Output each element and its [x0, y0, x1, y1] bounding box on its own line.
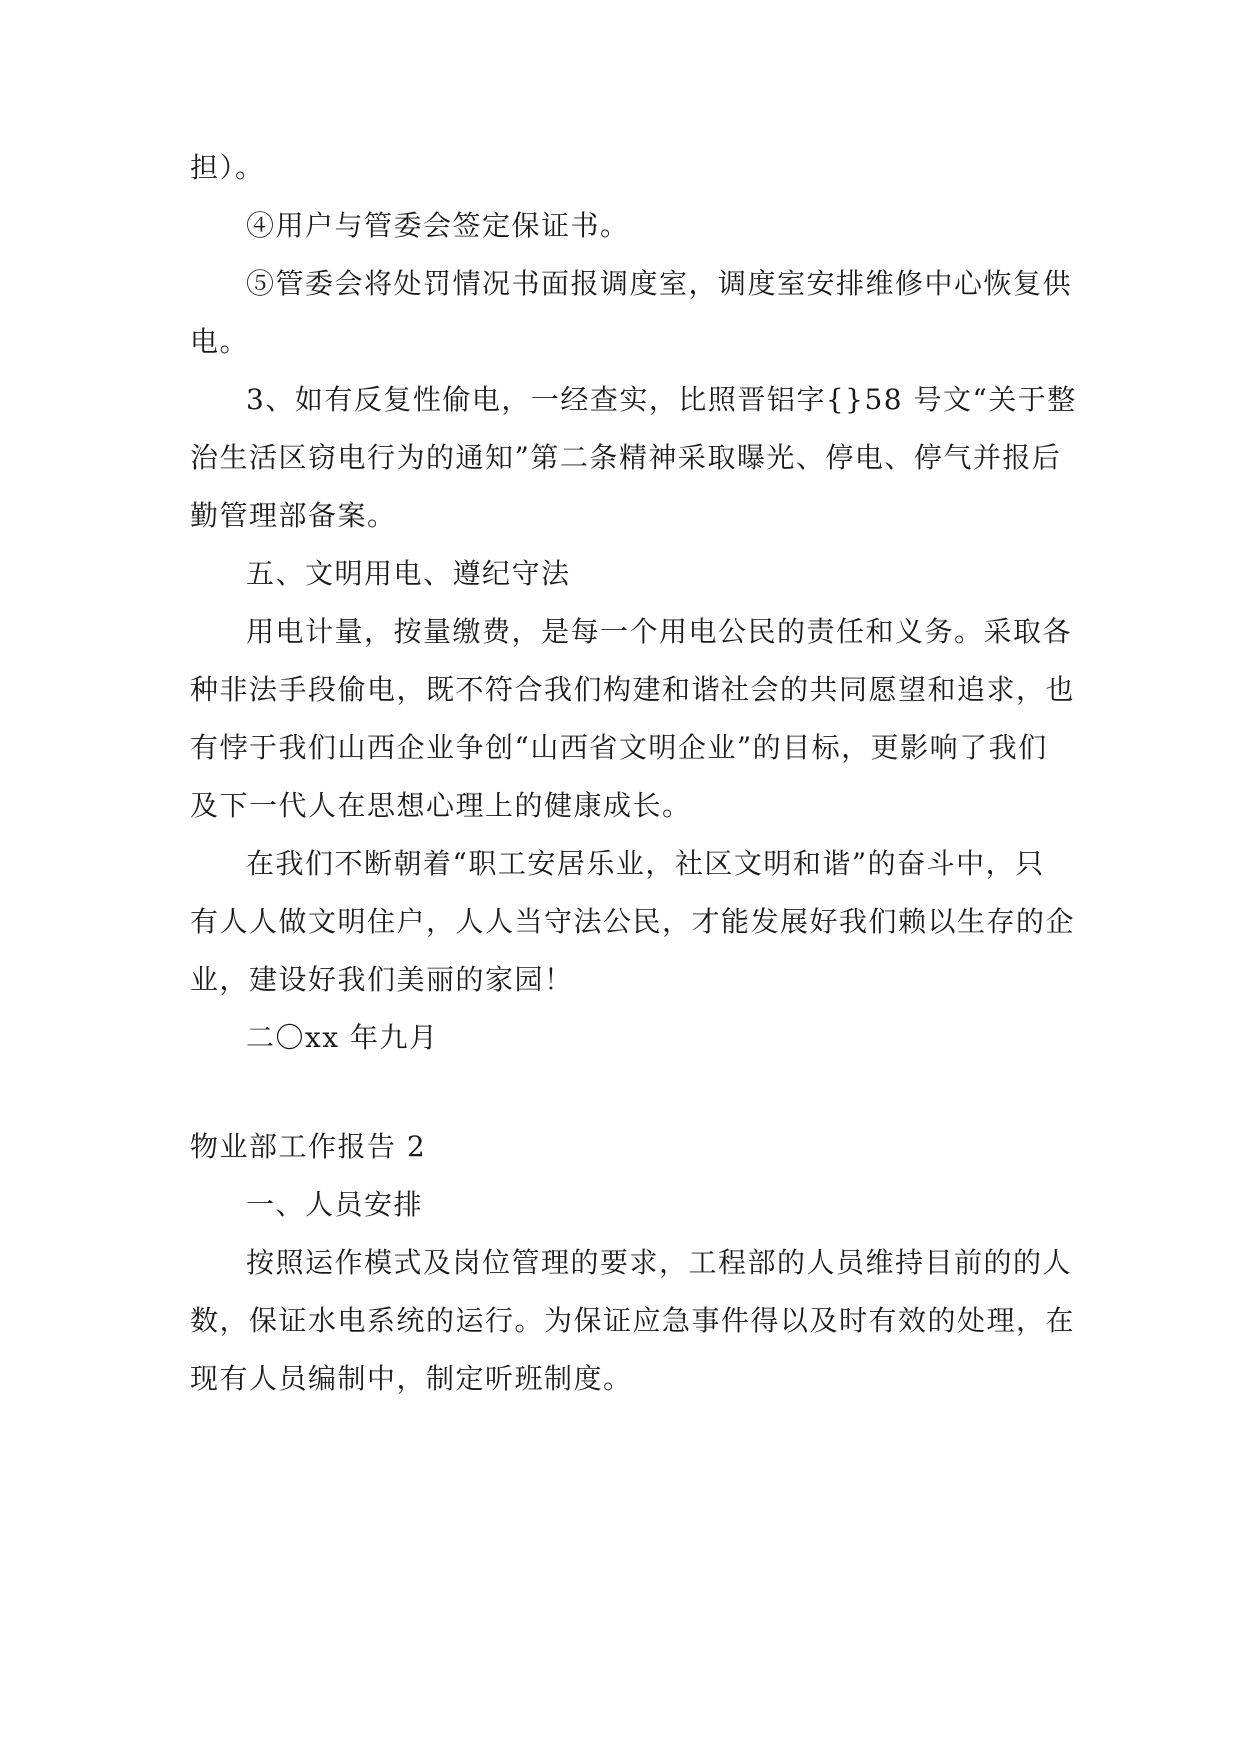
paragraph-line: 业，建设好我们美丽的家园！ [190, 963, 574, 996]
paragraph-line: 治生活区窃电行为的通知”第二条精神采取曝光、停电、停气并报后 [190, 441, 1062, 474]
paragraph-line: 有人人做文明住户，人人当守法公民，才能发展好我们赖以生存的企 [190, 905, 1076, 938]
paragraph-line: 现有人员编制中，制定听班制度。 [190, 1362, 633, 1395]
paragraph-line: 数，保证水电系统的运行。为保证应急事件得以及时有效的处理，在 [190, 1304, 1076, 1337]
paragraph-line: 担）。 [190, 151, 265, 184]
paragraph-line: 在我们不断朝着“职工安居乐业，社区文明和谐”的奋斗中，只 [246, 847, 1045, 880]
paragraph-line: ④用户与管委会签定保证书。 [246, 209, 630, 242]
paragraph-line: 3、如有反复性偷电，一经查实，比照晋铝字{}58 号文“关于整 [246, 383, 1077, 416]
paragraph-line: 及下一代人在思想心理上的健康成长。 [190, 789, 692, 822]
paragraph-line: 有悖于我们山西企业争创“山西省文明企业”的目标，更影响了我们 [190, 731, 1048, 764]
date-line: 二〇xx 年九月 [246, 1021, 439, 1054]
paragraph-line: 按照运作模式及岗位管理的要求，工程部的人员维持目前的的人 [246, 1246, 1073, 1279]
paragraph-line: 用电计量，按量缴费，是每一个用电公民的责任和义务。采取各 [246, 615, 1073, 648]
section-heading: 一、人员安排 [246, 1188, 424, 1221]
paragraph-line: 种非法手段偷电，既不符合我们构建和谐社会的共同愿望和追求，也 [190, 673, 1076, 706]
section-heading: 五、文明用电、遵纪守法 [246, 557, 571, 590]
paragraph-line: 勤管理部备案。 [190, 499, 397, 532]
paragraph-line: ⑤管委会将处罚情况书面报调度室，调度室安排维修中心恢复供 [246, 267, 1073, 300]
report-title: 物业部工作报告 2 [190, 1130, 427, 1163]
paragraph-line: 电。 [190, 325, 250, 358]
